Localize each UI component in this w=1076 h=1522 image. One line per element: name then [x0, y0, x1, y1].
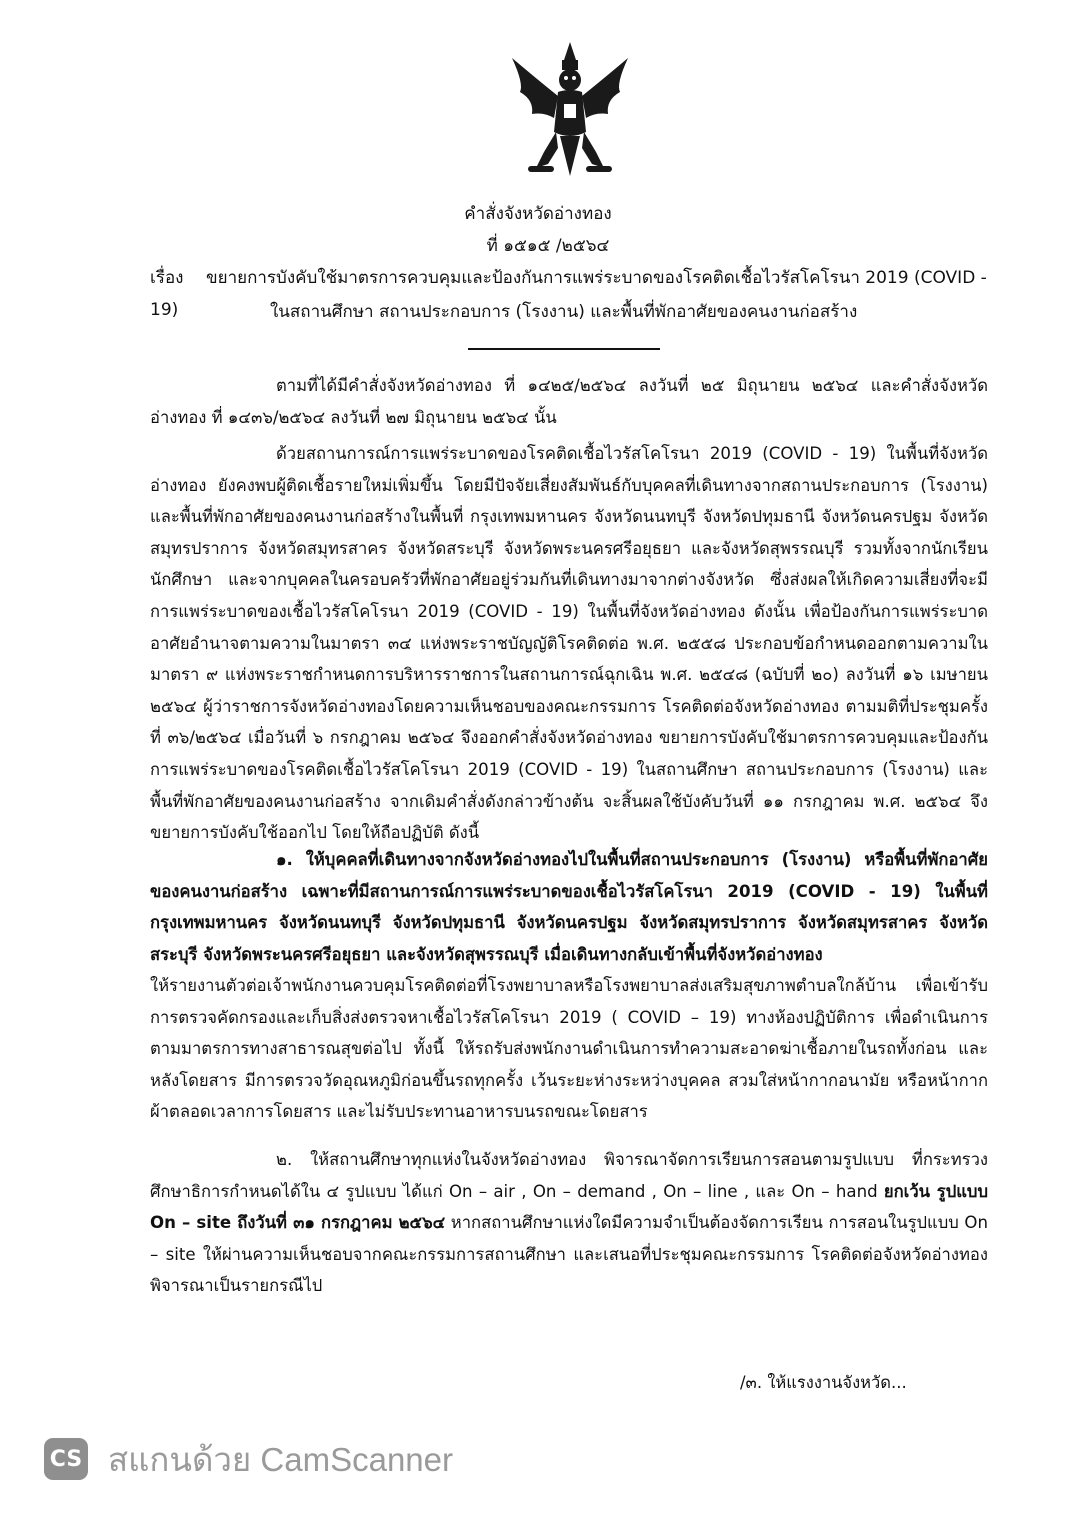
item-2-rest: หากสถานศึกษาแห่งใดมีความจำเป็นต้องจัดการเรียน การสอนในรูปแบบ On – site ให้ผ่านความเห็นชอบจากคณะกรรมการสถานศึกษา และเสนอที่ประชุมคณะกรรมการ โรคติดต่อจังหวัดอ่างทองพิจารณาเป็นรายกรณีไป: [150, 1213, 988, 1296]
subject-text-1: ขยายการบังคับใช้มาตรการควบคุมและป้องกันการแพร่ระบาดของโรคติดเชื้อไวรัสโคโรนา 2019 (COVID - 19): [150, 268, 987, 320]
subject-label: เรื่อง: [150, 268, 184, 288]
next-page-marker: /๓. ให้แรงงานจังหวัด...: [740, 1373, 907, 1392]
item-2-bold: ยกเว้น รูปแบบ On – site ถึงวันที่ ๓๑ กรกฎาคม ๒๕๖๔: [150, 1181, 988, 1233]
item-2-text: ๒. ให้สถานศึกษาทุกแห่งในจังหวัดอ่างทอง พิจารณาจัดการเรียนการสอนตามรูปแบบ ที่กระทรวงศึกษาธิการกำหนดได้ใน ๔ รูปแบบ ได้แก่ On – air , On – demand , On – line , และ On – hand: [150, 1150, 988, 1201]
paragraph-item-1: ๑. ให้บุคคลที่เดินทางจากจังหวัดอ่างทองไปในพื้นที่สถานประกอบการ (โรงงาน) หรือพื้นที่พักอาศัย ของคนงานก่อสร้าง เฉพาะที่มีสถานการณ์การแพร่ระบาดของเชื้อไวรัสโคโรนา 2019 (COVID - 19) ในพื้นที่ กรุงเทพมหานคร จังหวัดนนทบุรี จังหวัดปทุมธานี จังหวัดนครปฐม จังหวัดสมุทรปราการ จังหวัดสมุทรสาคร จังหวัดสระบุรี จังหวัดพระนครศรีอยุธยา และจังหวัดสุพรรณบุรี เมื่อเดินทางกลับเข้าพื้นที่จังหวัดอ่างทอง: [150, 850, 988, 964]
paragraph-reference: ตามที่ได้มีคำสั่งจังหวัดอ่างทอง ที่ ๑๔๒๕/๒๕๖๔ ลงวันที่ ๒๕ มิถุนายน ๒๕๖๔ และคำสั่งจังหวัดอ่างทอง ที่ ๑๔๓๖/๒๕๖๔ ลงวันที่ ๒๗ มิถุนายน ๒๕๖๔ นั้น: [150, 376, 988, 427]
paragraph-item-1-cont: ให้รายงานตัวต่อเจ้าพนักงานควบคุมโรคติดต่อที่โรงพยาบาลหรือโรงพยาบาลส่งเสริมสุขภาพตำบลใกล้บ้าน เพื่อเข้ารับการตรวจคัดกรองและเก็บสิ่งส่งตรวจหาเชื้อไวรัสโคโรนา 2019 ( COVID – 19) ทางห้องปฏิบัติการ เพื่อดำเนินการ ตามมาตรการทางสาธารณสุขต่อไป ทั้งนี้ ให้รถรับส่งพนักงานดำเนินการทำความสะอาดฆ่าเชื้อภายในรถทั้งก่อน และหลังโดยสาร มีการตรวจวัดอุณหภูมิก่อนขึ้นรถทุกครั้ง เว้นระยะห่างระหว่างบุคคล สวมใส่หน้ากากอนามัย หรือหน้ากากผ้าตลอดเวลาการโดยสาร และไม่รับประทานอาหารบนรถขณะโดยสาร: [150, 976, 988, 1122]
garuda-emblem: [508, 40, 632, 180]
paragraph-background: ด้วยสถานการณ์การแพร่ระบาดของโรคติดเชื้อไวรัสโคโรนา 2019 (COVID - 19) ในพื้นที่จังหวัดอ่างทอง ยังคงพบผู้ติดเชื้อรายใหม่เพิ่มขึ้น โดยมีปัจจัยเสี่ยงสัมพันธ์กับบุคคลที่เดินทางจากสถานประกอบการ (โรงงาน) และพื้นที่พักอาศัยของคนงานก่อสร้างในพื้นที่ กรุงเทพมหานคร จังหวัดนนทบุรี จังหวัดปทุมธานี จังหวัดนครปฐม จังหวัดสมุทรปราการ จังหวัดสมุทรสาคร จังหวัดสระบุรี จังหวัดพระนครศรีอยุธยา และจังหวัดสุพรรณบุรี รวมทั้งจากนักเรียน นักศึกษา และจากบุคคลในครอบครัวที่พักอาศัยอยู่ร่วมกันที่เดินทางมาจากต่างจังหวัด ซึ่งส่งผลให้เกิดความเสี่ยงที่จะมีการแพร่ระบาดของเชื้อไวรัสโคโรนา 2019 (COVID - 19) ในพื้นที่จังหวัดอ่างทอง ดังนั้น เพื่อป้องกันการแพร่ระบาด อาศัยอำนาจตามความในมาตรา ๓๔ แห่งพระราชบัญญัติโรคติดต่อ พ.ศ. ๒๕๕๘ ประกอบข้อกำหนดออกตามความในมาตรา ๙ แห่งพระราชกำหนดการบริหารราชการในสถานการณ์ฉุกเฉิน พ.ศ. ๒๕๔๘ (ฉบับที่ ๒๐) ลงวันที่ ๑๖ เมษายน ๒๕๖๔ ผู้ว่าราชการจังหวัดอ่างทองโดยความเห็นชอบของคณะกรรมการ โรคติดต่อจังหวัดอ่างทอง ตามมติที่ประชุมครั้งที่ ๓๖/๒๕๖๔ เมื่อวันที่ ๖ กรกฎาคม ๒๕๖๔ จึงออกคำสั่งจังหวัดอ่างทอง ขยายการบังคับใช้มาตรการควบคุมและป้องกันการแพร่ระบาดของโรคติดเชื้อไวรัสโคโรนา 2019 (COVID - 19) ในสถานศึกษา สถานประกอบการ (โรงงาน) และพื้นที่พักอาศัยของคนงานก่อสร้าง จากเดิมคำสั่งดังกล่าวข้างต้น จะสิ้นผลใช้บังคับวันที่ ๑๑ กรกฎาคม พ.ศ. ๒๕๖๔ จึงขยายการบังคับใช้ออกไป โดยให้ถือปฏิบัติ ดังนี้: [150, 444, 988, 843]
order-title: คำสั่งจังหวัดอ่างทอง: [464, 204, 612, 224]
camscanner-logo-icon: CS: [44, 1438, 88, 1480]
watermark-text: สแกนด้วย CamScanner: [108, 1440, 454, 1478]
order-number: ที่ ๑๕๑๕ /๒๕๖๔: [486, 236, 610, 256]
paragraph-item-2: [150, 1144, 988, 1302]
camscanner-watermark: [44, 1437, 453, 1481]
title-divider: [468, 348, 660, 350]
subject-line-2: ในสถานศึกษา สถานประกอบการ (โรงงาน) และพื้นที่พักอาศัยของคนงานก่อสร้าง: [270, 302, 858, 322]
